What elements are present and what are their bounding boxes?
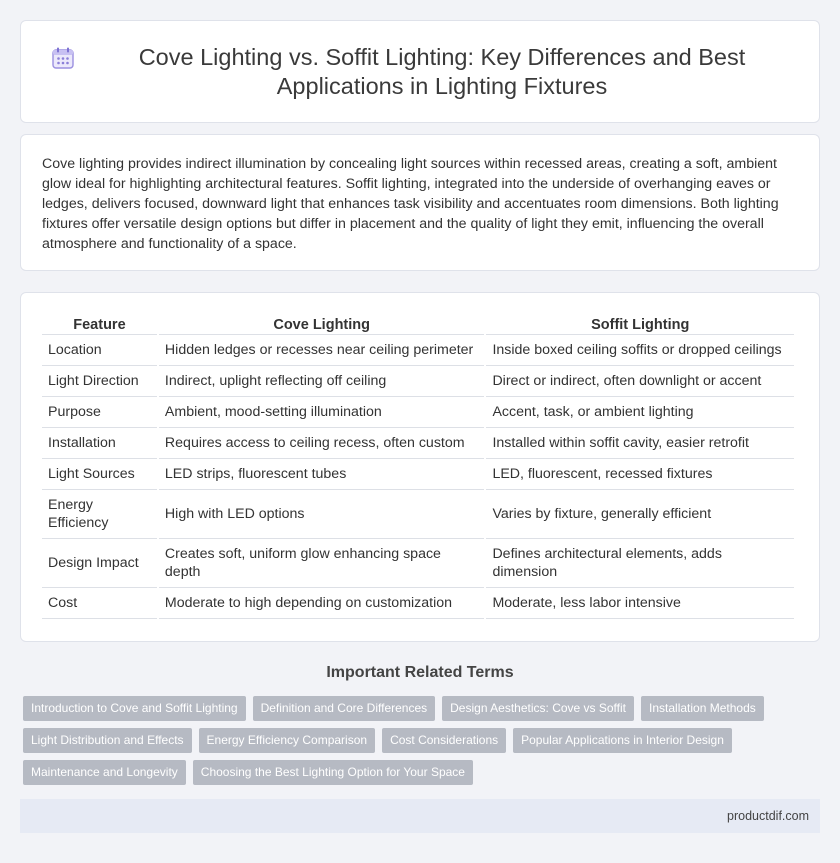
table-header-row [42,313,794,335]
feature-cell: Purpose [42,397,157,428]
cove-cell: Indirect, uplight reflecting off ceiling [159,366,485,397]
related-terms-list [23,696,823,792]
related-term-tag[interactable]: Light Distribution and Effects [23,728,192,753]
soffit-cell: LED, fluorescent, recessed fixtures [486,459,794,490]
site-domain: productdif.com [727,809,809,823]
cove-cell: Requires access to ceiling recess, often custom [159,428,485,459]
related-term-tag[interactable]: Energy Efficiency Comparison [199,728,376,753]
intro-paragraph: Cove lighting provides indirect illumination by concealing light sources within recessed areas, creating a soft, ambient glow ideal for highlighting architectural features. Soffit lighting, integrated into the underside of overhanging eaves or ledges, delivers focused, downward light that enhances task visibility and accentuates room dimensions. Both lighting fixtures offer versatile design options but differ in placement and the quality of light they emit, influencing the overall atmosphere and functionality of a space. [42,156,779,252]
table-row [42,366,794,397]
calendar-grid-icon [50,45,76,71]
cove-cell: Creates soft, uniform glow enhancing space depth [159,539,485,588]
table-row [42,490,794,539]
header-feature: Feature [42,313,157,335]
intro-card [20,134,820,271]
soffit-cell: Varies by fixture, generally efficient [486,490,794,539]
related-term-tag[interactable]: Popular Applications in Interior Design [513,728,732,753]
feature-cell: Light Sources [42,459,157,490]
feature-cell: Energy Efficiency [42,490,157,539]
table-row [42,428,794,459]
related-term-tag[interactable]: Design Aesthetics: Cove vs Soffit [442,696,634,721]
soffit-cell: Installed within soffit cavity, easier retrofit [486,428,794,459]
title-card [20,20,820,123]
feature-cell: Location [42,335,157,366]
page-title: Cove Lighting vs. Soffit Lighting: Key Differences and Best Applications in Lighting Fixtures [138,43,746,99]
soffit-cell: Accent, task, or ambient lighting [486,397,794,428]
soffit-cell: Inside boxed ceiling soffits or dropped ceilings [486,335,794,366]
cove-cell: High with LED options [159,490,485,539]
related-term-tag[interactable]: Introduction to Cove and Soffit Lighting [23,696,246,721]
feature-cell: Light Direction [42,366,157,397]
feature-cell: Design Impact [42,539,157,588]
table-row [42,539,794,588]
soffit-cell: Moderate, less labor intensive [486,588,794,619]
cove-cell: Moderate to high depending on customization [159,588,485,619]
soffit-cell: Defines architectural elements, adds dimension [486,539,794,588]
feature-cell: Cost [42,588,157,619]
header-soffit: Soffit Lighting [486,313,794,335]
cove-cell: LED strips, fluorescent tubes [159,459,485,490]
cove-cell: Hidden ledges or recesses near ceiling perimeter [159,335,485,366]
related-term-tag[interactable]: Choosing the Best Lighting Option for Your Space [193,760,473,785]
related-terms-heading: Important Related Terms [326,664,514,681]
related-term-tag[interactable]: Installation Methods [641,696,764,721]
table-row [42,397,794,428]
cove-cell: Ambient, mood-setting illumination [159,397,485,428]
feature-cell: Installation [42,428,157,459]
related-term-tag[interactable]: Definition and Core Differences [253,696,436,721]
footer [20,799,820,833]
related-term-tag[interactable]: Maintenance and Longevity [23,760,186,785]
title-wrap [50,43,790,101]
comparison-card [20,292,820,642]
soffit-cell: Direct or indirect, often downlight or accent [486,366,794,397]
table-row [42,459,794,490]
table-row [42,588,794,619]
comparison-table [40,313,796,619]
related-term-tag[interactable]: Cost Considerations [382,728,506,753]
table-row [42,335,794,366]
header-cove: Cove Lighting [159,313,485,335]
